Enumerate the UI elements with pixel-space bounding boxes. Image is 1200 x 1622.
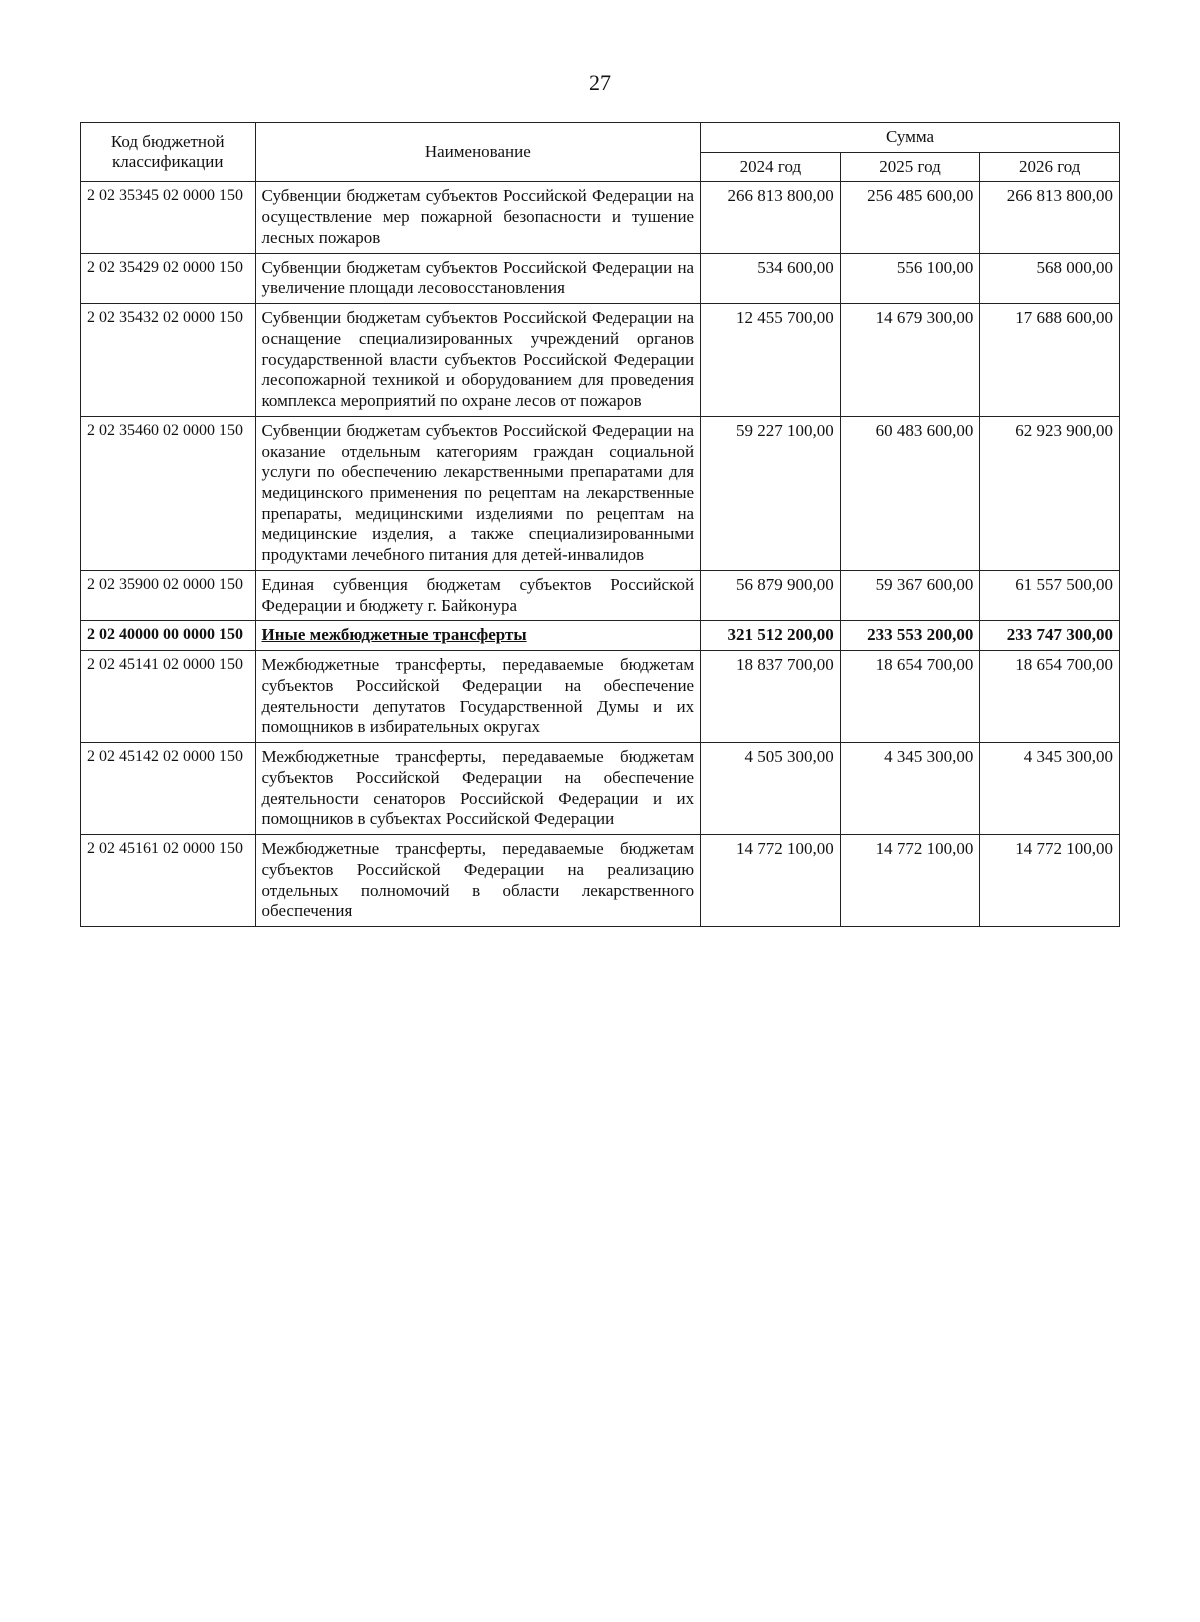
row-name-text: Иные межбюджетные трансферты [261,625,527,645]
header-year-2024: 2024 год [701,152,841,182]
table-row [81,570,1120,620]
row-amount-2024: 321 512 200,00 [701,621,841,651]
row-amount-2024: 18 837 700,00 [701,651,841,743]
row-code: 2 02 35460 02 0000 150 [81,416,256,570]
row-name [255,621,701,651]
table-row [81,304,1120,417]
row-name-text: Межбюджетные трансферты, передаваемые бюджетам субъектов Российской Федерации на реализацию отдельных полномочий в области лекарственного обеспечения [261,839,695,921]
row-amount-2024: 56 879 900,00 [701,570,841,620]
row-name [255,304,701,417]
row-amount-2025: 18 654 700,00 [840,651,980,743]
page-number: 27 [589,70,611,95]
row-amount-2026: 568 000,00 [980,253,1120,303]
row-name-text: Субвенции бюджетам субъектов Российской Федерации на оснащение специализированных учреждений органов государственной власти субъектов Российской Федерации лесопожарной техникой и оборудованием для проведения комплекса мероприятий по охране лесов от пожаров [261,308,695,411]
row-amount-2024: 4 505 300,00 [701,743,841,835]
row-name-text: Единая субвенция бюджетам субъектов Российской Федерации и бюджету г. Байконура [261,574,695,615]
header-name: Наименование [255,123,701,182]
row-amount-2026: 233 747 300,00 [980,621,1120,651]
table-body [81,182,1120,927]
row-name [255,416,701,570]
table-row [81,651,1120,743]
row-name-text: Межбюджетные трансферты, передаваемые бюджетам субъектов Российской Федерации на обеспечение деятельности депутатов Государственной Думы и их помощников в избирательных округах [261,655,695,737]
row-amount-2026: 18 654 700,00 [980,651,1120,743]
table-row [81,182,1120,253]
row-name [255,651,701,743]
row-code: 2 02 45161 02 0000 150 [81,835,256,927]
row-amount-2025: 60 483 600,00 [840,416,980,570]
row-name-text: Субвенции бюджетам субъектов Российской Федерации на осуществление мер пожарной безопасности и тушение лесных пожаров [261,186,695,247]
row-amount-2025: 14 679 300,00 [840,304,980,417]
row-code: 2 02 35900 02 0000 150 [81,570,256,620]
row-amount-2024: 266 813 800,00 [701,182,841,253]
row-amount-2025: 256 485 600,00 [840,182,980,253]
row-name [255,570,701,620]
row-code: 2 02 45142 02 0000 150 [81,743,256,835]
row-amount-2025: 233 553 200,00 [840,621,980,651]
table-row [81,835,1120,927]
row-name-text: Субвенции бюджетам субъектов Российской Федерации на оказание отдельным категориям граждан социальной услуги по обеспечению лекарственными препаратами для медицинского применения по рецептам на лекарственные препараты, медицинскими изделиями по рецептам на медицинские изделия, а также специализированными продуктами лечебного питания для детей-инвалидов [261,420,695,565]
row-name [255,182,701,253]
table-row [81,743,1120,835]
row-amount-2025: 14 772 100,00 [840,835,980,927]
header-code: Код бюджетной классификации [81,123,256,182]
row-amount-2024: 59 227 100,00 [701,416,841,570]
row-amount-2026: 62 923 900,00 [980,416,1120,570]
row-name [255,253,701,303]
header-year-2025: 2025 год [840,152,980,182]
table-row [81,253,1120,303]
row-amount-2026: 14 772 100,00 [980,835,1120,927]
budget-table [80,122,1120,927]
row-amount-2025: 556 100,00 [840,253,980,303]
row-code: 2 02 35432 02 0000 150 [81,304,256,417]
row-code: 2 02 35429 02 0000 150 [81,253,256,303]
row-amount-2026: 4 345 300,00 [980,743,1120,835]
row-amount-2024: 14 772 100,00 [701,835,841,927]
header-sum: Сумма [701,123,1120,153]
table-row [81,416,1120,570]
row-name [255,835,701,927]
row-amount-2026: 17 688 600,00 [980,304,1120,417]
row-amount-2025: 59 367 600,00 [840,570,980,620]
row-amount-2026: 266 813 800,00 [980,182,1120,253]
row-name-text: Субвенции бюджетам субъектов Российской Федерации на увеличение площади лесовосстановления [261,257,695,298]
row-code: 2 02 45141 02 0000 150 [81,651,256,743]
header-year-2026: 2026 год [980,152,1120,182]
table-row [81,621,1120,651]
row-name [255,743,701,835]
row-amount-2024: 12 455 700,00 [701,304,841,417]
row-code: 2 02 40000 00 0000 150 [81,621,256,651]
row-name-text: Межбюджетные трансферты, передаваемые бюджетам субъектов Российской Федерации на обеспечение деятельности сенаторов Российской Федерации и их помощников в субъектах Российской Федерации [261,747,695,829]
row-amount-2024: 534 600,00 [701,253,841,303]
row-code: 2 02 35345 02 0000 150 [81,182,256,253]
row-amount-2026: 61 557 500,00 [980,570,1120,620]
row-amount-2025: 4 345 300,00 [840,743,980,835]
table-header-row [81,123,1120,153]
